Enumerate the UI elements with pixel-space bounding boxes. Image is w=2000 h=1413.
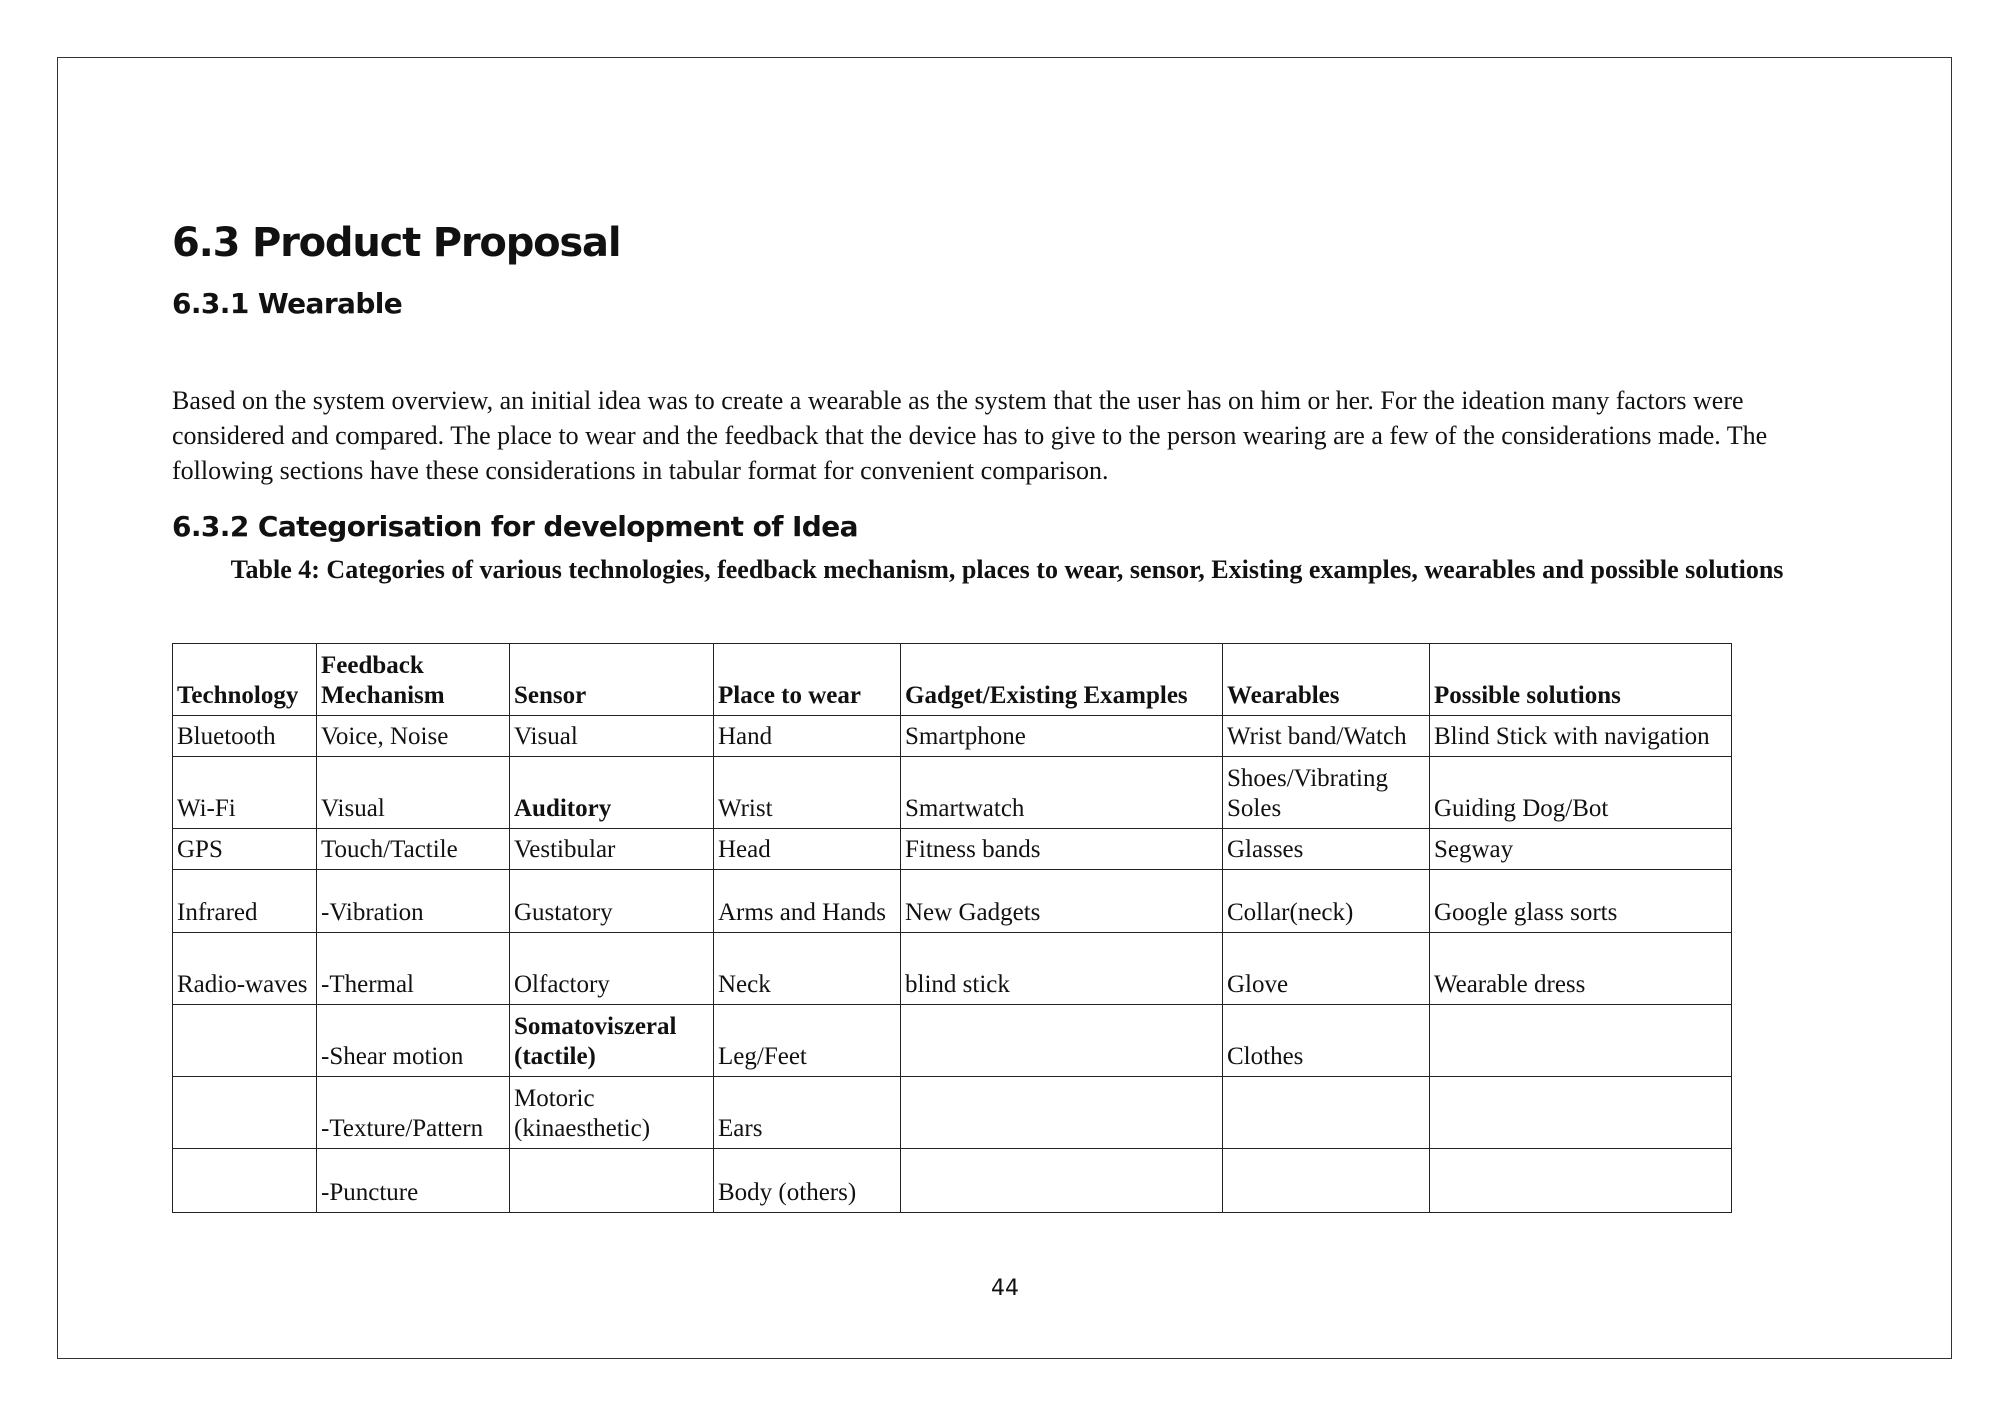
table-cell: Smartwatch — [901, 757, 1223, 829]
table-row — [173, 870, 1732, 933]
table-cell: Visual — [317, 757, 510, 829]
table-row — [173, 829, 1732, 870]
table-cell: Touch/Tactile — [317, 829, 510, 870]
table-cell: Arms and Hands — [714, 870, 901, 933]
table-caption: Table 4: Categories of various technologies, feedback mechanism, places to wear, sensor, Existing examples, wearables and possible solutions — [230, 555, 1784, 584]
table-cell — [901, 1077, 1223, 1149]
table-cell: Guiding Dog/Bot — [1430, 757, 1732, 829]
categories-table — [172, 643, 1732, 1213]
table-cell — [510, 1149, 714, 1213]
table-cell: Head — [714, 829, 901, 870]
table-cell: Clothes — [1223, 1005, 1430, 1077]
table-cell: Olfactory — [510, 933, 714, 1005]
table-cell: Glove — [1223, 933, 1430, 1005]
table-cell: Auditory — [510, 757, 714, 829]
table-cell: Fitness bands — [901, 829, 1223, 870]
table-cell: Radio-waves — [173, 933, 317, 1005]
table-cell — [173, 1005, 317, 1077]
table-cell — [173, 1149, 317, 1213]
page-number: 44 — [991, 1276, 1019, 1301]
table-cell: Wrist — [714, 757, 901, 829]
table-cell — [901, 1149, 1223, 1213]
table-cell: GPS — [173, 829, 317, 870]
table-cell: -Thermal — [317, 933, 510, 1005]
table-cell: -Puncture — [317, 1149, 510, 1213]
table-cell: Google glass sorts — [1430, 870, 1732, 933]
table-cell: Wi-Fi — [173, 757, 317, 829]
table-cell: Somatoviszeral (tactile) — [510, 1005, 714, 1077]
table-cell: Leg/Feet — [714, 1005, 901, 1077]
table-row — [173, 757, 1732, 829]
table-cell: Vestibular — [510, 829, 714, 870]
table-cell: Shoes/Vibrating Soles — [1223, 757, 1430, 829]
header-gadget-examples: Gadget/Existing Examples — [901, 644, 1223, 716]
table-cell — [1430, 1077, 1732, 1149]
table-cell: Wrist band/Watch — [1223, 716, 1430, 757]
header-feedback-mechanism: Feedback Mechanism — [317, 644, 510, 716]
table-cell: -Vibration — [317, 870, 510, 933]
subsection-heading-wearable: 6.3.1 Wearable — [172, 287, 403, 320]
header-sensor: Sensor — [510, 644, 714, 716]
table-cell: Voice, Noise — [317, 716, 510, 757]
table-cell: Wearable dress — [1430, 933, 1732, 1005]
table-cell: Neck — [714, 933, 901, 1005]
table-row — [173, 716, 1732, 757]
header-wearables: Wearables — [1223, 644, 1430, 716]
table-row — [173, 1077, 1732, 1149]
body-paragraph: Based on the system overview, an initial idea was to create a wearable as the system that the user has on him or her. For the ideation many factors were considered and compared. The place to wear and the feedback that the device has to give to the person wearing are a few of the considerations made. The following sections have these considerations in tabular format for convenient comparison. — [172, 386, 1768, 485]
section-heading: 6.3 Product Proposal — [172, 220, 621, 266]
table-cell — [1223, 1077, 1430, 1149]
table-cell: Hand — [714, 716, 901, 757]
table-cell: Body (others) — [714, 1149, 901, 1213]
header-place-to-wear: Place to wear — [714, 644, 901, 716]
table-cell: Smartphone — [901, 716, 1223, 757]
table-cell: -Shear motion — [317, 1005, 510, 1077]
table-cell: Segway — [1430, 829, 1732, 870]
table-cell: -Texture/Pattern — [317, 1077, 510, 1149]
header-possible-solutions: Possible solutions — [1430, 644, 1732, 716]
table-cell: Motoric (kinaesthetic) — [510, 1077, 714, 1149]
table-cell: Collar(neck) — [1223, 870, 1430, 933]
table-cell — [1430, 1149, 1732, 1213]
table-cell — [901, 1005, 1223, 1077]
table-cell: New Gadgets — [901, 870, 1223, 933]
table-row — [173, 933, 1732, 1005]
table-cell: Gustatory — [510, 870, 714, 933]
table-cell: Glasses — [1223, 829, 1430, 870]
table-cell: Infrared — [173, 870, 317, 933]
table-cell — [1430, 1005, 1732, 1077]
table-cell — [173, 1077, 317, 1149]
table-cell: Visual — [510, 716, 714, 757]
table-header-row — [173, 644, 1732, 716]
table-cell: Ears — [714, 1077, 901, 1149]
table-cell: blind stick — [901, 933, 1223, 1005]
table-cell — [1223, 1149, 1430, 1213]
table-row — [173, 1149, 1732, 1213]
table-cell: Bluetooth — [173, 716, 317, 757]
table-cell: Blind Stick with navigation — [1430, 716, 1732, 757]
subsection-heading-categorisation: 6.3.2 Categorisation for development of Idea — [172, 510, 858, 543]
header-technology: Technology — [173, 644, 317, 716]
table-row — [173, 1005, 1732, 1077]
